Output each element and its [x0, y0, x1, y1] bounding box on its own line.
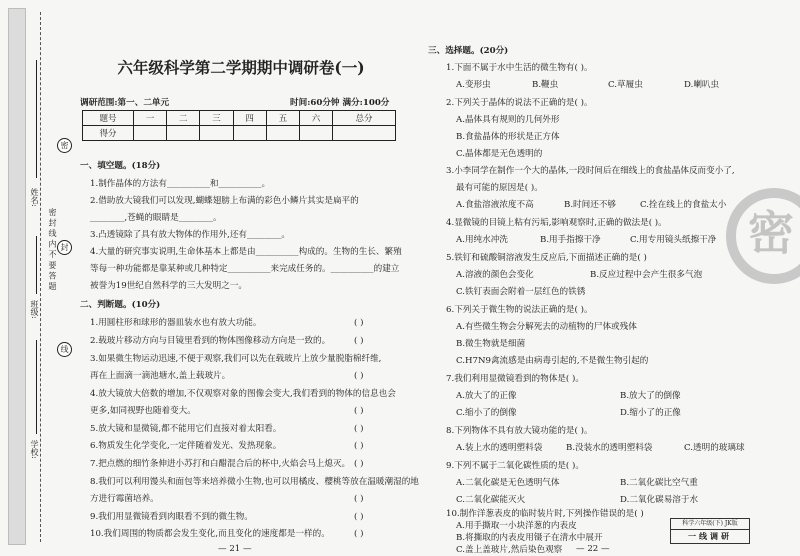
choice-question: 2.下列关于晶体的说法不正确的是( )。: [446, 98, 593, 108]
fill-item: 1.制作晶体的方法有__________和__________。: [90, 179, 271, 189]
judge-item: 9.我们用显微镜看到肉眼看不到的微生物。: [90, 512, 253, 522]
choice-option[interactable]: D.缩小了的正像: [620, 408, 681, 418]
page-title: 六年级科学第二学期期中调研卷(一): [117, 58, 365, 77]
score-header-cell: 四: [233, 111, 266, 126]
choice-option[interactable]: C.拴在线上的食盐太小: [640, 200, 727, 210]
seal-watermark-char: 密: [748, 206, 794, 260]
answer-paren[interactable]: ( ): [354, 441, 364, 451]
choice-question: 8.下列物体不具有放大镜功能的是( )。: [446, 426, 593, 436]
choice-option[interactable]: B.鞭虫: [532, 80, 559, 90]
choice-option[interactable]: A.溶液的颜色会变化: [456, 270, 534, 280]
judge-item: 6.物质发生化学变化,一定伴随着发光、发热现象。: [90, 441, 282, 451]
fill-item: 4.大量的研究事实说明,生命体基本上都是由__________构成的。生物的生长、繁殖: [90, 247, 402, 257]
seal-dashed-line: [40, 12, 41, 542]
judge-item: 1.用圆柱形和球形的器皿装水也有放大功能。: [90, 318, 262, 328]
choice-question: 9.下列不属于二氧化碳性质的是( )。: [446, 461, 584, 471]
score-cell[interactable]: [299, 126, 332, 141]
choice-option[interactable]: B.食盐晶体的形状是正方体: [456, 132, 560, 142]
choice-option[interactable]: A.装上水的透明塑料袋: [456, 443, 543, 453]
seal-line-text: 密 封 线 内 不 要 答 题: [48, 208, 57, 290]
choice-option[interactable]: A.食盐溶液浓度不高: [456, 200, 534, 210]
score-cell[interactable]: [233, 126, 266, 141]
choice-option[interactable]: B.没装水的透明塑料袋: [566, 443, 653, 453]
series-badge-top: 科学六年级(下) JK版: [671, 519, 749, 530]
judge-item: 更多,如同视野也随着变大。: [90, 406, 196, 416]
name-label: 姓名:: [30, 188, 39, 207]
name-line: [36, 60, 37, 178]
seal-circle-mid: 封: [57, 240, 72, 255]
answer-paren[interactable]: ( ): [354, 512, 364, 522]
score-header-cell: 二: [167, 111, 200, 126]
choice-option[interactable]: C.缩小了的倒像: [456, 408, 517, 418]
choice-option[interactable]: A.放大了的正像: [456, 391, 517, 401]
score-header-cell: 题号: [83, 111, 134, 126]
answer-paren[interactable]: ( ): [354, 459, 364, 469]
score-cell[interactable]: [134, 126, 167, 141]
choice-option[interactable]: A.晶体具有规则的几何外形: [456, 115, 560, 125]
choice-question: 10.制作洋葱表皮的临时装片时,下列操作错误的是( ): [446, 509, 644, 519]
answer-paren[interactable]: ( ): [354, 371, 364, 381]
choice-option[interactable]: B.二氧化碳比空气重: [620, 478, 698, 488]
answer-paren[interactable]: ( ): [354, 529, 364, 539]
choice-option[interactable]: B.时间还不够: [564, 200, 617, 210]
choice-option[interactable]: D.二氧化碳易溶于水: [620, 495, 699, 505]
page-number-left: — 21 —: [218, 544, 252, 554]
score-header-cell: 三: [200, 111, 233, 126]
judge-item: 8.我们可以利用馒头和面包等来培养微小生物,也可以用橘皮、樱桃等放在温暖潮湿的地: [90, 477, 419, 487]
school-label: 学校:: [30, 440, 39, 459]
answer-paren[interactable]: ( ): [354, 406, 364, 416]
choice-option[interactable]: C.铁钉表面会附着一层红色的铁锈: [456, 287, 586, 297]
choice-option[interactable]: C.盖上盖玻片,然后染色观察: [456, 545, 563, 555]
answer-paren[interactable]: ( ): [354, 318, 364, 328]
choice-option[interactable]: C.用专用镜头纸擦干净: [630, 235, 717, 245]
score-cell[interactable]: [200, 126, 233, 141]
choice-option[interactable]: B.将撕取的内表皮用镊子在清水中展开: [456, 533, 603, 543]
school-line: [36, 340, 37, 434]
series-badge-bottom: 一线调研: [688, 531, 732, 541]
score-table: [82, 110, 396, 141]
choice-option[interactable]: A.用纯水冲洗: [456, 235, 508, 245]
section1-heading: 一、填空题。(18分): [80, 161, 161, 171]
section2-heading: 二、判断题。(10分): [80, 300, 161, 310]
seal-circle-bottom: 线: [57, 342, 72, 357]
judge-item: 再在上面滴一滴池塘水,盖上载玻片。: [90, 371, 231, 381]
seal-circle-top: 密: [57, 138, 72, 153]
choice-option[interactable]: C.二氧化碳能灭火: [456, 495, 526, 505]
fill-item: ________,苍蝇的眼睛是________。: [90, 213, 222, 223]
answer-paren[interactable]: ( ): [354, 424, 364, 434]
score-row-label: 得分: [83, 126, 134, 141]
judge-item: 5.放大镜和显微镜,都不能用它们直接对着太阳看。: [90, 424, 282, 434]
choice-option[interactable]: B.放大了的倒像: [620, 391, 681, 401]
class-line: [36, 236, 37, 294]
fill-item: 2.借助放大镜我们可以发现,蝴蝶翅膀上布满的彩色小鳞片其实是扁平的: [90, 196, 359, 206]
choice-option[interactable]: B.用手指擦干净: [540, 235, 601, 245]
choice-option[interactable]: A.有些微生物会分解死去的动植物的尸体或残体: [456, 322, 637, 332]
judge-item: 3.如果微生物运动迅速,不便于观察,我们可以先在载玻片上放少量脱脂棉纤维,: [90, 354, 382, 364]
score-header-cell: 一: [134, 111, 167, 126]
choice-option[interactable]: C.草履虫: [608, 80, 643, 90]
judge-item: 2.载玻片移动方向与目镜里看到的物体图像移动方向是一致的。: [90, 336, 331, 346]
choice-option[interactable]: A.用手撕取一小块洋葱的内表皮: [456, 521, 577, 531]
time-score: 时间:60分钟 满分:100分: [290, 98, 390, 108]
choice-option[interactable]: C.H7N9禽流感是由病毒引起的,不是微生物引起的: [456, 356, 649, 366]
choice-question-cont: 最有可能的原因是( )。: [456, 183, 543, 193]
choice-option[interactable]: C.晶体都是无色透明的: [456, 149, 543, 159]
series-badge: [670, 518, 750, 544]
choice-question: 1.下面不属于水中生活的微生物有( )。: [446, 63, 593, 73]
choice-question: 5.铁钉和硫酸铜溶液发生反应后,下面描述正确的是( ): [446, 253, 647, 263]
fill-item: 3.凸透镜除了具有放大物体的作用外,还有________。: [90, 230, 290, 240]
section3-heading: 三、选择题。(20分): [428, 46, 509, 56]
judge-item: 10.我们周围的物质都会发生变化,而且变化的速度都是一样的。: [90, 529, 330, 539]
score-cell[interactable]: [167, 126, 200, 141]
page-number-right: — 22 —: [576, 544, 610, 554]
judge-item: 方进行霉菌培养。: [90, 494, 159, 504]
choice-option[interactable]: B.反应过程中会产生很多气泡: [590, 270, 703, 280]
score-cell[interactable]: [333, 126, 396, 141]
binding-strip: [8, 8, 26, 545]
choice-question: 3.小李同学在制作一个大的晶体,一段时间后在细线上的食盐晶体反而变小了,: [446, 166, 735, 176]
exam-scope: 调研范围:第一、二单元: [80, 98, 170, 108]
score-header-cell: 六: [299, 111, 332, 126]
choice-question: 7.我们利用显微镜看到的物体是( )。: [446, 374, 584, 384]
answer-paren[interactable]: ( ): [354, 336, 364, 346]
answer-paren[interactable]: ( ): [354, 494, 364, 504]
score-header-cell: 五: [266, 111, 299, 126]
fill-item: 被誉为19世纪自然科学的三大发明之一。: [90, 281, 248, 291]
judge-item: 4.放大镜放大倍数的增加,不仅观察对象的图像会变大,我们看到的物体的信息也会: [90, 389, 396, 399]
choice-option[interactable]: B.微生物就是细菌: [456, 339, 526, 349]
score-header-cell: 总分: [333, 111, 396, 126]
class-label: 班级:: [30, 300, 39, 319]
choice-option[interactable]: D.喇叭虫: [684, 80, 720, 90]
choice-option[interactable]: C.透明的玻璃球: [684, 443, 745, 453]
choice-question: 4.显微镜的目镜上粘有污垢,影响观察时,正确的做法是( )。: [446, 218, 667, 228]
choice-option[interactable]: A.二氧化碳是无色透明气体: [456, 478, 560, 488]
fill-item: 等每一种功能都是靠某种或几种特定__________来完成任务的。__________的建立: [90, 264, 400, 274]
choice-option[interactable]: A.变形虫: [456, 80, 491, 90]
judge-item: 7.把点燃的细竹条伸进小苏打和白醋混合后的杯中,火焰会马上熄灭。: [90, 459, 351, 469]
choice-question: 6.下列关于微生物的说法正确的是( )。: [446, 305, 593, 315]
score-cell[interactable]: [266, 126, 299, 141]
